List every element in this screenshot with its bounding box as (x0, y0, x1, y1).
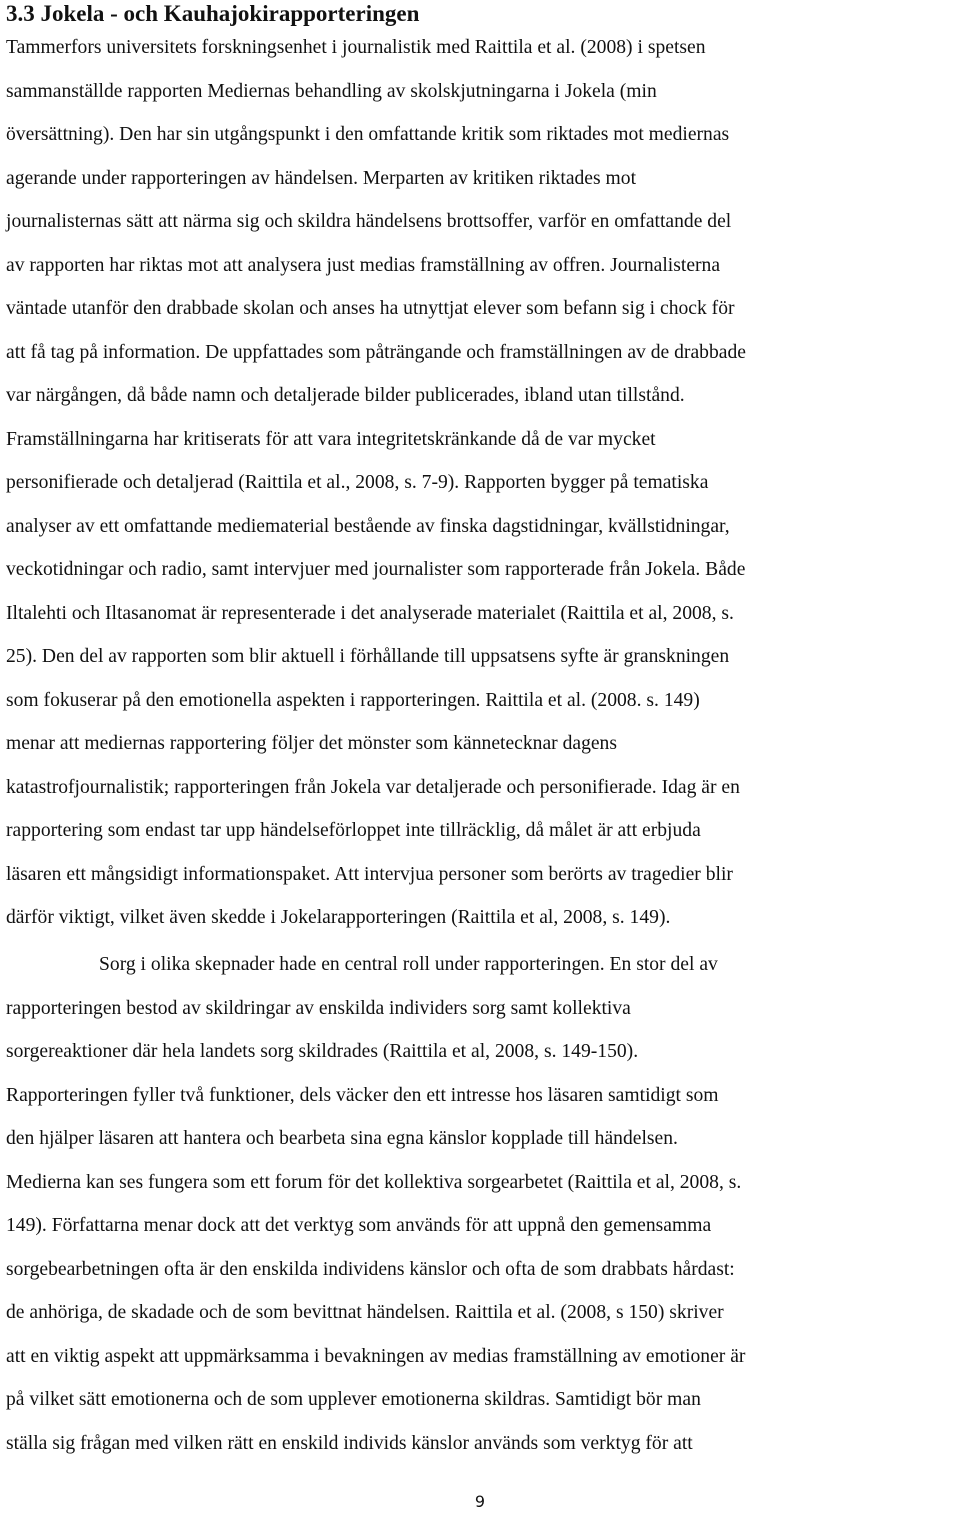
page-number: 9 (474, 1492, 486, 1511)
text-line-indented: Sorg i olika skepnader hade en central roll under rapporteringen. En stor del av (99, 954, 718, 975)
text-line: Framställningarna har kritiserats för att vara integritetskränkande då de var mycket (6, 428, 656, 450)
text-line: att få tag på information. De uppfattades som påträngande och framställningen av de drabbade (6, 341, 746, 363)
text-line: sorgereaktioner där hela landets sorg skildrades (Raittila et al, 2008, s. 149-150). (6, 1041, 639, 1062)
text-line: den hjälper läsaren att hantera och bearbeta sina egna känslor kopplade till händelsen. (6, 1128, 678, 1149)
text-line: att en viktig aspekt att uppmärksamma i bevakningen av medias framställning av emotioner är (6, 1345, 746, 1367)
text-line: sorgebearbetningen ofta är den enskilda individens känslor och ofta de som drabbats hårdast: (6, 1258, 735, 1280)
text-line: som fokuserar på den emotionella aspekten i rapporteringen. Raittila et al. (2008. s. 149) (6, 689, 700, 711)
text-line: 25). Den del av rapporten som blir aktuell i förhållande till uppsatsens syfte är granskningen (6, 646, 730, 667)
text-line: på vilket sätt emotionerna och de som upplever emotionerna skildras. Samtidigt bör man (6, 1389, 701, 1410)
text-line: av rapporten har riktas mot att analysera just medias framställning av offren. Journalisterna (6, 254, 721, 276)
text-line: katastrofjournalistik; rapporteringen från Jokela var detaljerade och personifierade. Idag är en (6, 776, 740, 798)
text-line: var närgången, då både namn och detaljerade bilder publicerades, ibland utan tillstånd. (6, 385, 685, 406)
text-line: 149). Författarna menar dock att det verktyg som används för att uppnå den gemensamma (6, 1215, 712, 1236)
text-line: läsaren ett mångsidigt informationspaket. Att intervjua personer som berörts av tragedier blir (6, 863, 733, 885)
text-line: väntade utanför den drabbade skolan och anses ha utnyttjat elever som befann sig i chock för (6, 298, 735, 319)
section-heading: 3.3 Jokela - och Kauhajokirapporteringen (6, 1, 420, 26)
paragraph-2 (6, 943, 958, 1465)
text-line: veckotidningar och radio, samt intervjuer med journalister som rapporterade från Jokela. Både (6, 559, 746, 580)
paragraph-1 (6, 26, 958, 940)
text-line: ställa sig frågan med vilken rätt en enskild individs känslor används som verktyg för att (6, 1432, 693, 1454)
text-line: agerande under rapporteringen av händelsen. Merparten av kritiken riktades mot (6, 167, 637, 189)
text-line: Iltalehti och Iltasanomat är representerade i det analyserade materialet (Raittila et al, 2008, s. (6, 602, 734, 624)
text-line: rapportering som endast tar upp händelseförloppet inte tillräcklig, då målet är att erbjuda (6, 820, 701, 841)
text-line: Medierna kan ses fungera som ett forum för det kollektiva sorgearbetet (Raittila et al, 2008, s. (6, 1171, 742, 1193)
text-line: översättning). Den har sin utgångspunkt i den omfattande kritik som riktades mot mediernas (6, 124, 730, 145)
text-line: sammanställde rapporten Mediernas behandling av skolskjutningarna i Jokela (min (6, 80, 657, 102)
text-line: därför viktigt, vilket även skedde i Jokelarapporteringen (Raittila et al, 2008, s. 149). (6, 907, 671, 928)
text-line: journalisternas sätt att närma sig och skildra händelsens brottsoffer, varför en omfattande del (6, 211, 732, 232)
text-line: Tammerfors universitets forskningsenhet i journalistik med Raittila et al. (2008) i spetsen (6, 37, 706, 58)
text-line: rapporteringen bestod av skildringar av enskilda individers sorg samt kollektiva (6, 997, 631, 1019)
text-line: personifierade och detaljerad (Raittila et al., 2008, s. 7-9). Rapporten bygger på tematiska (6, 472, 709, 493)
text-line: analyser av ett omfattande mediematerial bestående av finska dagstidningar, kvällstidningar, (6, 515, 730, 537)
text-line: Rapporteringen fyller två funktioner, dels väcker den ett intresse hos läsaren samtidigt som (6, 1084, 719, 1106)
text-line: de anhöriga, de skadade och de som bevittnat händelsen. Raittila et al. (2008, s 150) skriver (6, 1302, 724, 1323)
text-line: menar att mediernas rapportering följer det mönster som kännetecknar dagens (6, 733, 617, 754)
